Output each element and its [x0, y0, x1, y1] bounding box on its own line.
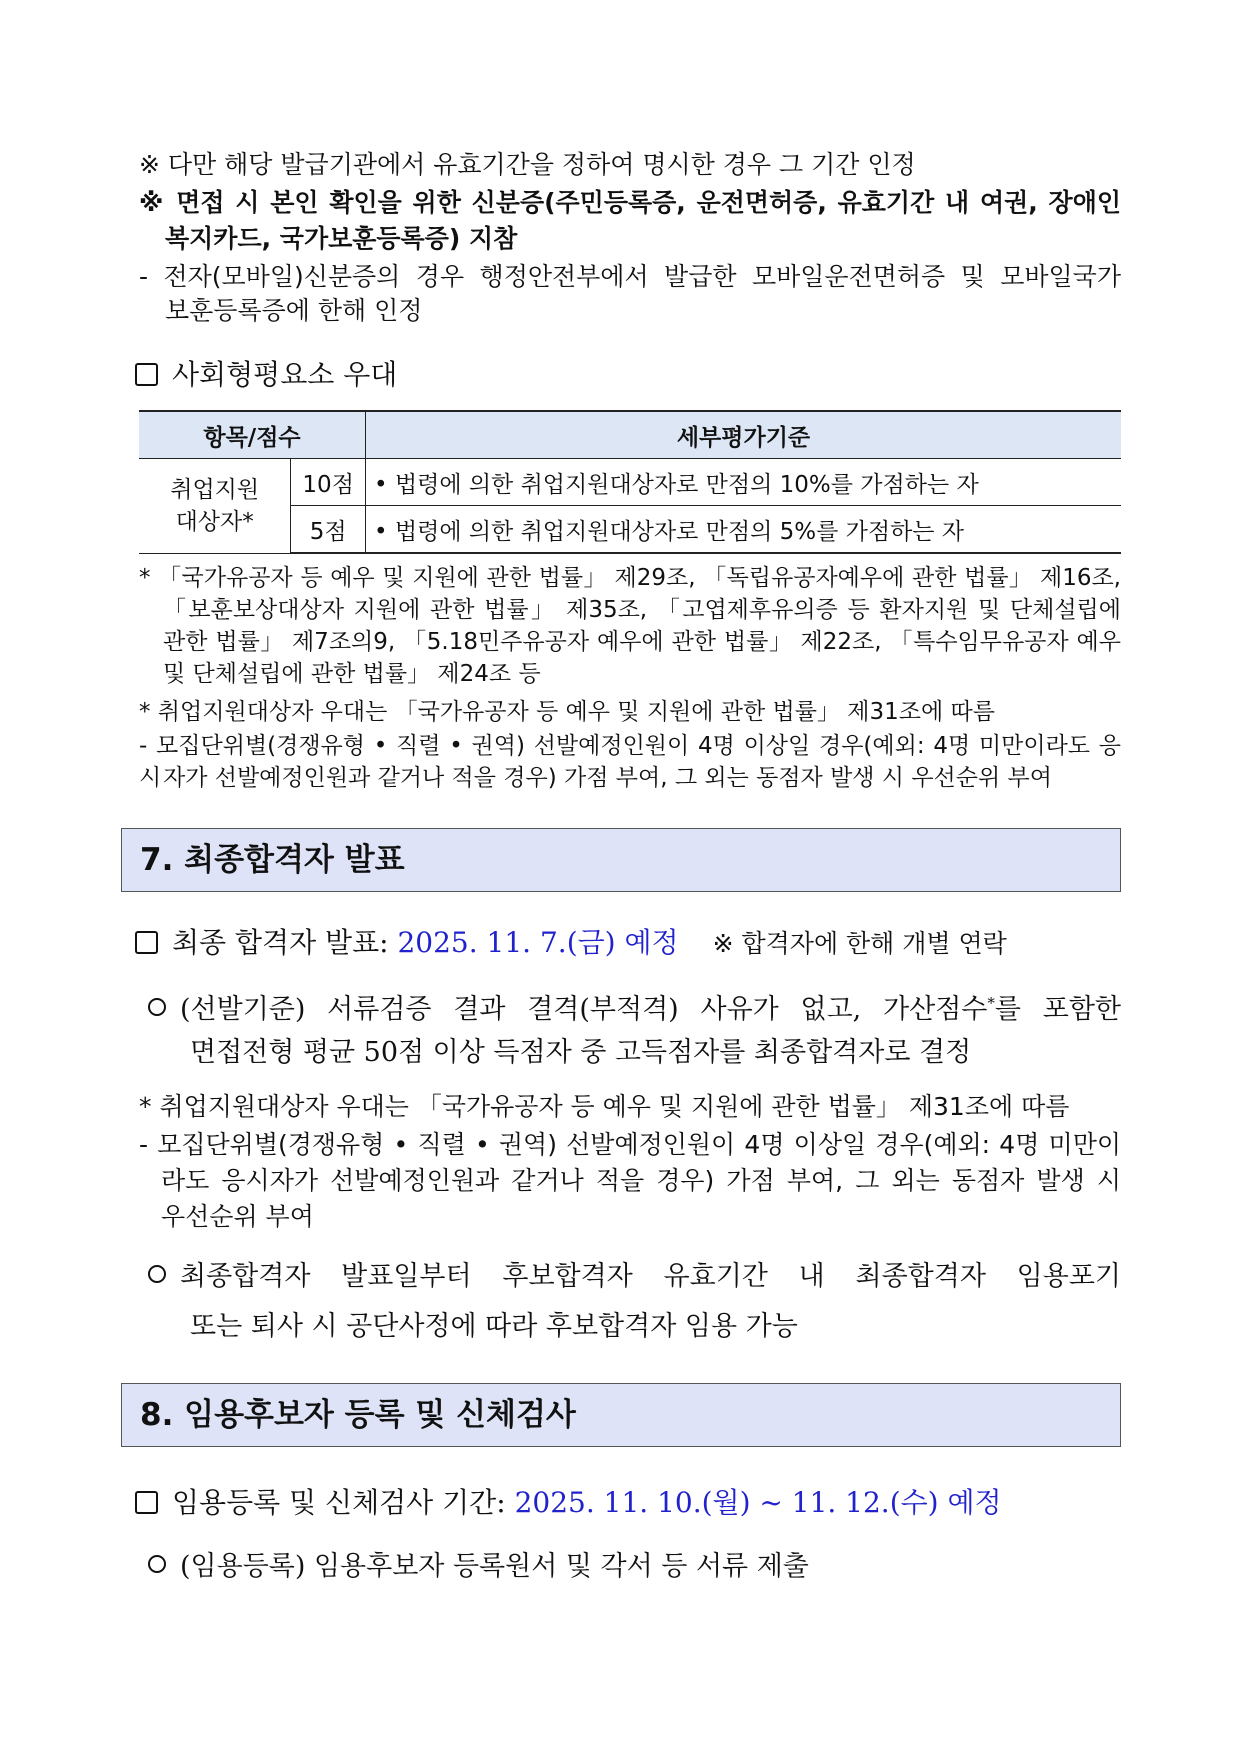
bonus-note-7-cont: 라도 응시자가 선발예정인원과 같거나 적을 경우) 가점 부여, 그 외는 동점자 발생 시	[161, 1166, 1121, 1195]
checkbox-square-icon	[135, 931, 158, 954]
note-mobile-id: - 전자(모바일)신분증의 경우 행정안전부에서 발급한 모바일운전면허증 및 모바일국가	[139, 262, 1121, 291]
table-header-criteria: 세부평가기준	[366, 411, 1122, 459]
law-note-2: 「보훈보상대상자 지원에 관한 법률」 제35조, 「고엽제후유의증 등 환자지원 및 단체설립에	[163, 597, 1121, 623]
bonus-note: - 모집단위별(경쟁유형 • 직렬 • 권역) 선발예정인원이 4명 이상일 경우(예외: 4명 미만이라도 응시	[139, 733, 1121, 791]
bonus-note-cont: 자가 선발예정인원과 같거나 적을 경우) 가점 부여, 그 외는 동점자 발생 시 우선순위 부여	[163, 765, 1052, 791]
final-announcement-note: ※ 합격자에 한해 개별 연락	[712, 929, 1007, 958]
table-cell-score: 10점	[291, 459, 366, 506]
note-id-required: ※ 면접 시 본인 확인을 위한 신분증(주민등록증, 운전면허증, 유효기간 내 여권, 장애인	[139, 188, 1121, 217]
table-header-row	[139, 411, 1121, 459]
final-announcement-date: 2025. 11. 7.(금) 예정	[397, 926, 679, 959]
evaluation-criteria-table	[139, 410, 1121, 554]
table-cell-desc: • 법령에 의한 취업지원대상자로 만점의 5%를 가점하는 자	[366, 506, 1122, 554]
bonus-note-7: - 모집단위별(경쟁유형 • 직렬 • 권역) 선발예정인원이 4명 이상일 경우(예외: 4명 미만이	[139, 1130, 1121, 1159]
social-equity-heading	[135, 356, 397, 394]
table-header-item-score: 항목/점수	[139, 411, 366, 459]
registration-bullet	[148, 1548, 809, 1586]
table-cell-score: 5점	[291, 506, 366, 554]
note-validity: ※ 다만 해당 발급기관에서 유효기간을 정하여 명시한 경우 그 기간 인정	[139, 150, 916, 179]
selection-criteria-text-end: 를 포함한	[994, 994, 1121, 1025]
circle-bullet-icon	[148, 1555, 166, 1573]
table-row	[139, 459, 1121, 506]
selection-criteria-line-1	[148, 984, 1121, 1029]
reserve-candidate-line-2: 또는 퇴사 시 공단사정에 따라 후보합격자 임용 가능	[190, 1311, 798, 1342]
registration-period-date: 2025. 11. 10.(월) ~ 11. 12.(수) 예정	[514, 1486, 1002, 1519]
table-cell-desc: • 법령에 의한 취업지원대상자로 만점의 10%를 가점하는 자	[366, 459, 1122, 506]
checkbox-square-icon	[135, 363, 158, 386]
reserve-candidate-text: 최종합격자 발표일부터 후보합격자 유효기간 내 최종합격자 임용포기	[180, 1261, 1121, 1292]
checkbox-square-icon	[135, 1491, 158, 1514]
registration-period-line	[135, 1484, 1002, 1522]
selection-criteria-line-2: 면접전형 평균 50점 이상 득점자 중 고득점자를 최종합격자로 결정	[190, 1037, 972, 1068]
bonus-note-7-end: 우선순위 부여	[161, 1202, 314, 1231]
social-equity-heading-text: 사회형평요소 우대	[172, 358, 398, 391]
law-note-1: * 「국가유공자 등 예우 및 지원에 관한 법률」 제29조, 「독립유공자예우에 관한 법률」 제16조,	[139, 565, 1121, 591]
note-id-required-cont: 복지카드, 국가보훈등록증) 지참	[165, 224, 518, 253]
section-7-header: 7. 최종합격자 발표	[121, 828, 1121, 892]
circle-bullet-icon	[148, 998, 166, 1016]
law-note-4: 및 단체설립에 관한 법률」 제24조 등	[163, 661, 541, 687]
reserve-candidate-line-1	[148, 1258, 1121, 1296]
note-mobile-id-cont: 보훈등록증에 한해 인정	[165, 296, 423, 325]
preference-note: * 취업지원대상자 우대는 「국가유공자 등 예우 및 지원에 관한 법률」 제31조에 따름	[139, 699, 995, 725]
selection-criteria-text: (선발기준) 서류검증 결과 결격(부적격) 사유가 없고, 가산점수	[180, 994, 988, 1025]
footnote-mark: *	[987, 994, 995, 1012]
final-announcement-label: 최종 합격자 발표:	[172, 926, 398, 959]
registration-bullet-text: (임용등록) 임용후보자 등록원서 및 각서 등 서류 제출	[180, 1551, 809, 1582]
law-note-3: 관한 법률」 제7조의9, 「5.18민주유공자 예우에 관한 법률」 제22조, 「특수임무유공자 예우	[163, 629, 1121, 655]
final-announcement-line	[135, 924, 1007, 963]
preference-note-7: * 취업지원대상자 우대는 「국가유공자 등 예우 및 지원에 관한 법률」 제31조에 따름	[139, 1092, 1070, 1121]
registration-period-label: 임용등록 및 신체검사 기간:	[172, 1486, 515, 1519]
section-8-header: 8. 임용후보자 등록 및 신체검사	[121, 1383, 1121, 1447]
circle-bullet-icon	[148, 1265, 166, 1283]
table-cell-category: 취업지원 대상자*	[139, 459, 291, 554]
